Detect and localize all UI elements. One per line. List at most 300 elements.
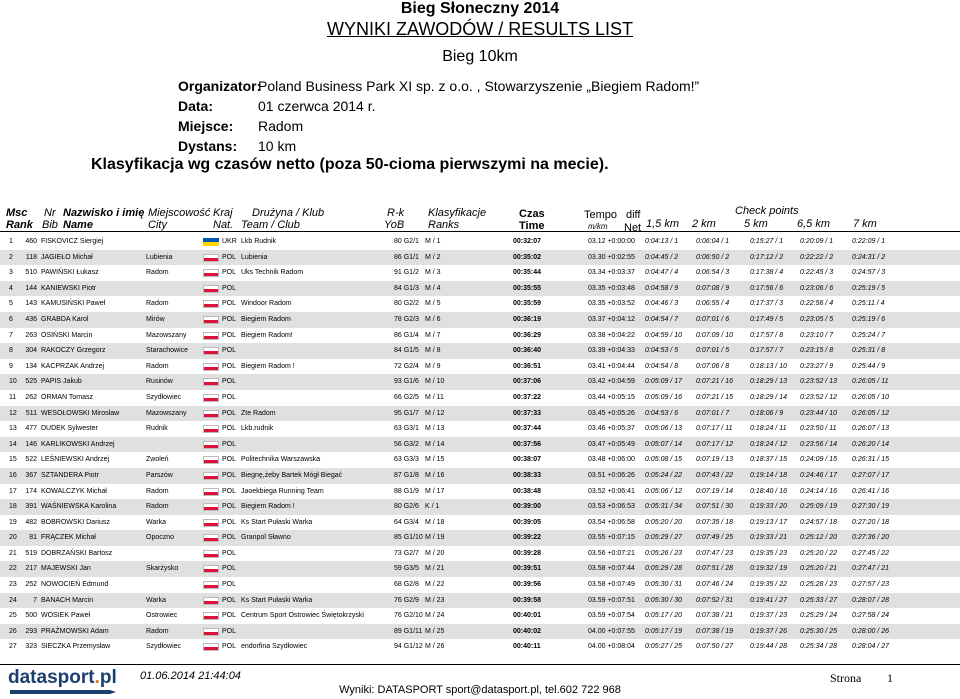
checkpoint-3-cell: 0:17:38 / 4 xyxy=(750,269,784,277)
ranks-cell: M / 6 xyxy=(425,315,441,323)
checkpoint-4-cell: 0:23:05 / 5 xyxy=(800,315,834,323)
flag-poland-icon xyxy=(203,347,219,355)
time-cell: 00:32:07 xyxy=(513,238,542,245)
checkpoint-3-cell: 0:19:37 / 26 xyxy=(750,627,787,635)
checkpoint-2-cell: 0:07:01 / 6 xyxy=(696,315,730,323)
nat-cell: POL xyxy=(222,549,237,557)
tempo-cell: 03.54 +0:06:58 xyxy=(588,518,635,526)
tempo-cell: 03.58 +0:07:44 xyxy=(588,565,635,573)
nat-cell: POL xyxy=(222,253,237,261)
page-label: Strona xyxy=(830,671,862,685)
checkpoint-3-cell: 0:15:27 / 1 xyxy=(750,238,784,245)
city-cell: Zwoleń xyxy=(146,456,169,464)
ranks-cell: M / 18 xyxy=(425,518,445,526)
checkpoint-3-cell: 0:18:37 / 15 xyxy=(750,456,787,464)
rank-cell: 19 xyxy=(9,518,17,526)
results-table xyxy=(0,234,960,655)
tempo-cell: 03.35 +0:03:48 xyxy=(588,284,635,292)
checkpoint-5-cell: 0:27:57 / 23 xyxy=(852,581,889,589)
tempo-cell: 03.47 +0:05:49 xyxy=(588,440,635,448)
checkpoint-4-cell: 0:25:30 / 25 xyxy=(800,627,837,635)
bib-cell: 118 xyxy=(25,253,37,261)
name-cell: DUDEK Sylwester xyxy=(41,425,98,433)
city-cell: Radom xyxy=(146,362,169,370)
nat-cell: POL xyxy=(222,269,237,277)
bib-cell: 217 xyxy=(25,565,37,573)
ranks-cell: M / 7 xyxy=(425,331,441,339)
checkpoint-4-cell: 0:24:14 / 16 xyxy=(800,487,837,495)
name-cell: KOWALCZYK Michał xyxy=(41,487,107,495)
bib-cell: 460 xyxy=(25,238,37,245)
header-ranks-en: Ranks xyxy=(428,219,460,231)
city-cell: Lubienia xyxy=(146,253,173,261)
name-cell: KACPRZAK Andrzej xyxy=(41,362,105,370)
rank-cell: 21 xyxy=(9,549,17,557)
checkpoint-4-cell: 0:24:57 / 18 xyxy=(800,518,837,526)
yob-cell: 87 G1/8 xyxy=(394,471,419,479)
ranks-cell: M / 23 xyxy=(425,596,445,604)
table-row xyxy=(0,343,960,359)
nat-cell: POL xyxy=(222,471,237,479)
city-cell: Szydłowiec xyxy=(146,393,182,401)
rank-cell: 9 xyxy=(9,362,13,370)
rank-cell: 18 xyxy=(9,503,17,511)
checkpoint-5-cell: 0:27:36 / 20 xyxy=(852,534,889,542)
table-row xyxy=(0,484,960,500)
flag-poland-icon xyxy=(203,378,219,386)
checkpoint-4-cell: 0:23:10 / 7 xyxy=(800,331,834,339)
bib-cell: 323 xyxy=(25,643,37,651)
table-row xyxy=(0,234,960,250)
checkpoint-3-cell: 0:18:24 / 11 xyxy=(750,425,787,433)
ranks-cell: M / 13 xyxy=(425,425,445,433)
checkpoint-5-cell: 0:26:07 / 13 xyxy=(852,425,889,433)
club-cell: Biegiem Radom xyxy=(241,315,291,323)
checkpoint-4-cell: 0:23:15 / 8 xyxy=(800,347,834,355)
checkpoint-4-cell: 0:24:09 / 15 xyxy=(800,456,837,464)
header-time-pl: Czas xyxy=(519,208,545,220)
name-cell: WAŚNIEWSKA Karolina xyxy=(41,503,117,511)
checkpoint-4-cell: 0:23:06 / 6 xyxy=(800,284,834,292)
checkpoint-3-cell: 0:18:06 / 9 xyxy=(750,409,784,417)
checkpoint-3-cell: 0:17:57 / 8 xyxy=(750,331,784,339)
header-tempo: Tempo xyxy=(584,209,618,221)
checkpoint-5-cell: 0:26:05 / 11 xyxy=(852,378,889,386)
checkpoint-1-cell: 0:04:53 / 6 xyxy=(645,409,679,417)
checkpoint-1-cell: 0:05:06 / 12 xyxy=(645,487,682,495)
checkpoint-3-cell: 0:18:29 / 14 xyxy=(750,393,787,401)
club-cell: Ks Start Pułaski Warka xyxy=(241,596,313,604)
checkpoint-3-cell: 0:19:13 / 17 xyxy=(750,518,787,526)
checkpoint-1-cell: 0:05:29 / 28 xyxy=(645,565,682,573)
flag-poland-icon xyxy=(203,612,219,620)
checkpoint-1-cell: 0:05:27 / 25 xyxy=(645,643,682,651)
city-cell: Radom xyxy=(146,487,169,495)
checkpoint-2-cell: 0:06:04 / 1 xyxy=(696,238,730,245)
name-cell: JAGIEŁO Michał xyxy=(41,253,93,261)
header-msc: Msc xyxy=(6,207,28,219)
club-cell: Lkb Rudnik xyxy=(241,238,277,245)
nat-cell: POL xyxy=(222,347,237,355)
checkpoint-1-cell: 0:05:09 / 17 xyxy=(645,378,682,386)
page-number: 1 xyxy=(887,671,893,685)
info-value: 10 km xyxy=(258,138,297,154)
header-divider xyxy=(0,231,960,232)
bib-cell: 262 xyxy=(25,393,37,401)
header-cp4: 6,5 km xyxy=(797,218,831,230)
nat-cell: POL xyxy=(222,393,237,401)
rank-cell: 2 xyxy=(9,253,13,261)
club-cell: Ks Start Pułaski Warka xyxy=(241,518,313,526)
header-club-en: Team / Club xyxy=(241,219,300,231)
ranks-cell: M / 21 xyxy=(425,565,445,573)
flag-poland-icon xyxy=(203,550,219,558)
info-place xyxy=(178,118,699,138)
yob-cell: 68 G2/8 xyxy=(394,581,419,589)
checkpoint-2-cell: 0:07:06 / 8 xyxy=(696,362,730,370)
nat-cell: POL xyxy=(222,331,237,339)
club-cell: Windoor Radom xyxy=(241,300,292,308)
yob-cell: 78 G2/3 xyxy=(394,315,419,323)
city-cell: Parszów xyxy=(146,471,173,479)
city-cell: Rudnik xyxy=(146,425,168,433)
table-row xyxy=(0,561,960,577)
bib-cell: 134 xyxy=(25,362,37,370)
checkpoint-4-cell: 0:25:34 / 28 xyxy=(800,643,837,651)
bib-cell: 252 xyxy=(25,581,37,589)
header-tempo-unit: m/km xyxy=(588,222,608,231)
checkpoint-3-cell: 0:19:37 / 23 xyxy=(750,612,787,620)
rank-cell: 8 xyxy=(9,347,13,355)
checkpoint-4-cell: 0:25:33 / 27 xyxy=(800,596,837,604)
info-key: Miejsce: xyxy=(178,118,234,134)
club-cell: Centrum Sport Ostrowiec Świętokrzyski xyxy=(241,612,364,620)
bib-cell: 391 xyxy=(25,503,37,511)
nat-cell: POL xyxy=(222,534,237,542)
ranks-cell: M / 10 xyxy=(425,378,445,386)
checkpoint-1-cell: 0:05:31 / 34 xyxy=(645,503,682,511)
tempo-cell: 03.55 +0:07:15 xyxy=(588,534,635,542)
time-cell: 00:40:11 xyxy=(513,643,541,651)
checkpoint-1-cell: 0:05:06 / 13 xyxy=(645,425,682,433)
bib-cell: 525 xyxy=(25,378,37,386)
tempo-cell: 03.59 +0:07:51 xyxy=(588,596,635,604)
footer-divider xyxy=(0,664,960,665)
checkpoint-2-cell: 0:07:52 / 31 xyxy=(696,596,733,604)
flag-poland-icon xyxy=(203,441,219,449)
name-cell: WOSIEK Paweł xyxy=(41,612,91,620)
checkpoint-2-cell: 0:06:55 / 4 xyxy=(696,300,730,308)
checkpoint-4-cell: 0:25:12 / 20 xyxy=(800,534,837,542)
checkpoint-3-cell: 0:17:56 / 6 xyxy=(750,284,784,292)
rank-cell: 7 xyxy=(9,331,13,339)
checkpoint-2-cell: 0:07:43 / 22 xyxy=(696,471,733,479)
tempo-cell: 03.12 +0:00:00 xyxy=(588,238,635,245)
flag-ukraine-icon xyxy=(203,238,219,246)
bib-cell: 174 xyxy=(25,487,37,495)
table-row xyxy=(0,296,960,312)
yob-cell: 73 G2/7 xyxy=(394,549,419,557)
time-cell: 00:36:40 xyxy=(513,347,542,355)
time-cell: 00:35:02 xyxy=(513,253,542,261)
time-cell: 00:39:58 xyxy=(513,596,542,604)
table-row xyxy=(0,593,960,609)
time-cell: 00:38:33 xyxy=(513,471,542,479)
checkpoint-1-cell: 0:05:26 / 23 xyxy=(645,549,682,557)
club-cell: Uks Technik Radom xyxy=(241,269,304,277)
time-cell: 00:35:55 xyxy=(513,284,542,292)
event-title: Bieg Słoneczny 2014 xyxy=(400,0,560,17)
club-cell: Zte Radom xyxy=(241,409,276,417)
name-cell: FISKOVICZ Siergiej xyxy=(41,238,104,245)
flag-poland-icon xyxy=(203,300,219,308)
name-cell: DOBRZAŃSKI Bartosz xyxy=(41,549,113,557)
header-cp5: 7 km xyxy=(853,218,877,230)
name-cell: SZTANDERA Piotr xyxy=(41,471,99,479)
info-key: Data: xyxy=(178,98,214,114)
checkpoint-3-cell: 0:19:33 / 20 xyxy=(750,503,787,511)
checkpoint-5-cell: 0:28:00 / 26 xyxy=(852,627,889,635)
header-yob: YoB xyxy=(384,219,405,231)
time-cell: 00:39:56 xyxy=(513,581,542,589)
flag-poland-icon xyxy=(203,394,219,402)
city-cell: Radom xyxy=(146,300,169,308)
table-row xyxy=(0,452,960,468)
tempo-cell: 03.45 +0:05:26 xyxy=(588,409,635,417)
yob-cell: 63 G3/3 xyxy=(394,456,419,464)
checkpoint-5-cell: 0:25:24 / 7 xyxy=(852,331,886,339)
tempo-cell: 03.56 +0:07:21 xyxy=(588,549,635,557)
flag-poland-icon xyxy=(203,285,219,293)
header-time-en: Time xyxy=(519,220,545,232)
checkpoint-4-cell: 0:23:52 / 13 xyxy=(800,378,837,386)
time-cell: 00:39:22 xyxy=(513,534,542,542)
nat-cell: POL xyxy=(222,643,237,651)
header-cp3: 5 km xyxy=(744,218,768,230)
checkpoint-1-cell: 0:05:30 / 31 xyxy=(645,581,682,589)
time-cell: 00:37:33 xyxy=(513,409,542,417)
nat-cell: POL xyxy=(222,487,237,495)
checkpoint-5-cell: 0:26:41 / 16 xyxy=(852,487,889,495)
tempo-cell: 03.51 +0:06:26 xyxy=(588,471,635,479)
name-cell: FRĄCZEK Michał xyxy=(41,534,96,542)
ranks-cell: M / 14 xyxy=(425,440,445,448)
rank-cell: 23 xyxy=(9,581,17,589)
tempo-cell: 03.48 +0:06:00 xyxy=(588,456,635,464)
checkpoint-1-cell: 0:05:20 / 20 xyxy=(645,518,682,526)
city-cell: Ostrowiec xyxy=(146,612,178,620)
flag-poland-icon xyxy=(203,269,219,277)
table-header xyxy=(0,205,960,234)
header-club-pl: Drużyna / Klub xyxy=(252,207,325,219)
nat-cell: POL xyxy=(222,518,237,526)
table-row xyxy=(0,608,960,624)
ranks-cell: M / 1 xyxy=(425,238,441,245)
bib-cell: 293 xyxy=(25,627,37,635)
checkpoint-1-cell: 0:05:09 / 16 xyxy=(645,393,682,401)
checkpoint-1-cell: 0:04:47 / 4 xyxy=(645,269,679,277)
checkpoint-2-cell: 0:07:47 / 23 xyxy=(696,549,733,557)
nat-cell: POL xyxy=(222,581,237,589)
city-cell: Warka xyxy=(146,596,166,604)
time-cell: 00:38:48 xyxy=(513,487,542,495)
city-cell: Warka xyxy=(146,518,166,526)
flag-poland-icon xyxy=(203,628,219,636)
nat-cell: POL xyxy=(222,378,237,386)
name-cell: BANACH Marcin xyxy=(41,596,94,604)
checkpoint-1-cell: 0:04:13 / 1 xyxy=(645,238,679,245)
yob-cell: 91 G1/2 xyxy=(394,269,419,277)
checkpoint-5-cell: 0:24:57 / 3 xyxy=(852,269,886,277)
table-row xyxy=(0,359,960,375)
time-cell: 00:39:05 xyxy=(513,518,542,526)
table-row xyxy=(0,530,960,546)
rank-cell: 1 xyxy=(9,238,13,245)
tempo-cell: 03.46 +0:05:37 xyxy=(588,425,635,433)
ranks-cell: K / 1 xyxy=(425,503,440,511)
tempo-cell: 03.35 +0:03:52 xyxy=(588,300,635,308)
club-cell: Jaoekbiega Running Team xyxy=(241,487,324,495)
club-cell: Granpol Sławno xyxy=(241,534,291,542)
info-value: 01 czerwca 2014 r. xyxy=(258,98,376,114)
checkpoint-2-cell: 0:07:21 / 15 xyxy=(696,393,733,401)
rank-cell: 27 xyxy=(9,643,17,651)
checkpoint-1-cell: 0:04:53 / 5 xyxy=(645,347,679,355)
nat-cell: POL xyxy=(222,440,237,448)
ranks-cell: M / 24 xyxy=(425,612,445,620)
checkpoint-4-cell: 0:22:45 / 3 xyxy=(800,269,834,277)
bib-cell: 510 xyxy=(25,269,37,277)
time-cell: 00:39:00 xyxy=(513,503,542,511)
flag-poland-icon xyxy=(203,254,219,262)
checkpoint-5-cell: 0:28:07 / 28 xyxy=(852,596,889,604)
nat-cell: UKR xyxy=(222,238,237,245)
checkpoint-5-cell: 0:26:05 / 10 xyxy=(852,393,889,401)
checkpoint-4-cell: 0:23:27 / 9 xyxy=(800,362,834,370)
nat-cell: POL xyxy=(222,284,237,292)
time-cell: 00:36:51 xyxy=(513,362,542,370)
checkpoint-5-cell: 0:28:04 / 27 xyxy=(852,643,889,651)
rank-cell: 20 xyxy=(9,534,17,542)
bib-cell: 511 xyxy=(25,409,37,417)
bib-cell: 7 xyxy=(33,596,37,604)
checkpoint-5-cell: 0:26:20 / 14 xyxy=(852,440,889,448)
bib-cell: 522 xyxy=(25,456,37,464)
checkpoint-4-cell: 0:25:28 / 23 xyxy=(800,581,837,589)
race-name: Bieg 10km xyxy=(442,48,518,65)
checkpoint-2-cell: 0:07:46 / 24 xyxy=(696,581,733,589)
checkpoint-3-cell: 0:18:13 / 10 xyxy=(750,362,787,370)
rank-cell: 5 xyxy=(9,300,13,308)
print-timestamp: 01.06.2014 21:44:04 xyxy=(140,670,241,682)
checkpoint-3-cell: 0:19:14 / 18 xyxy=(750,471,787,479)
flag-poland-icon xyxy=(203,581,219,589)
yob-cell: 80 G2/6 xyxy=(394,503,419,511)
ranks-cell: M / 16 xyxy=(425,471,445,479)
name-cell: ORMAN Tomasz xyxy=(41,393,93,401)
yob-cell: 59 G3/5 xyxy=(394,565,419,573)
header-nr: Nr xyxy=(44,207,56,219)
checkpoint-5-cell: 0:25:44 / 9 xyxy=(852,362,886,370)
checkpoint-1-cell: 0:04:59 / 10 xyxy=(645,331,682,339)
table-row xyxy=(0,265,960,281)
time-cell: 00:39:51 xyxy=(513,565,542,573)
flag-poland-icon xyxy=(203,519,219,527)
city-cell: Szydłowiec xyxy=(146,643,182,651)
nat-cell: POL xyxy=(222,362,237,370)
name-cell: KANIEWSKI Piotr xyxy=(41,284,97,292)
nat-cell: POL xyxy=(222,565,237,573)
tempo-cell: 03.39 +0:04:33 xyxy=(588,347,635,355)
bib-cell: 482 xyxy=(25,518,37,526)
time-cell: 00:37:44 xyxy=(513,425,542,433)
name-cell: PAPIS Jakub xyxy=(41,378,82,386)
checkpoint-1-cell: 0:04:54 / 8 xyxy=(645,362,679,370)
name-cell: PAWIŃSKI Łukasz xyxy=(41,269,99,277)
city-cell: Mirów xyxy=(146,315,165,323)
city-cell: Mazowszany xyxy=(146,331,187,339)
name-cell: PRAŻMOWSKI Adam xyxy=(41,627,109,635)
city-cell: Opoczno xyxy=(146,534,175,542)
checkpoint-3-cell: 0:19:41 / 27 xyxy=(750,596,787,604)
header-name-en: Name xyxy=(63,219,93,231)
table-row xyxy=(0,312,960,328)
ranks-cell: M / 22 xyxy=(425,581,445,589)
tempo-cell: 04.00 +0:08:04 xyxy=(588,643,635,651)
ranks-cell: M / 19 xyxy=(425,534,445,542)
checkpoint-3-cell: 0:18:29 / 13 xyxy=(750,378,787,386)
checkpoint-4-cell: 0:25:09 / 19 xyxy=(800,503,837,511)
time-cell: 00:35:59 xyxy=(513,300,542,308)
bib-cell: 81 xyxy=(29,534,37,542)
info-value: Poland Business Park XI sp. z o.o. , Stowarzyszenie „Biegiem Radom!” xyxy=(258,78,700,94)
yob-cell: 76 G2/9 xyxy=(394,596,419,604)
checkpoint-4-cell: 0:24:46 / 17 xyxy=(800,471,837,479)
yob-cell: 80 G2/1 xyxy=(394,238,419,245)
checkpoint-2-cell: 0:07:38 / 19 xyxy=(696,627,733,635)
bib-cell: 146 xyxy=(25,440,37,448)
table-row xyxy=(0,468,960,484)
club-cell: Politechnika Warszawska xyxy=(241,456,321,464)
name-cell: RAKOCZY Grzegorz xyxy=(41,347,106,355)
bib-cell: 144 xyxy=(25,284,37,292)
tempo-cell: 04.00 +0:07:55 xyxy=(588,627,635,635)
yob-cell: 84 G1/5 xyxy=(394,347,419,355)
ranks-cell: M / 9 xyxy=(425,362,441,370)
rank-cell: 14 xyxy=(9,440,17,448)
checkpoint-3-cell: 0:17:37 / 3 xyxy=(750,300,784,308)
checkpoint-2-cell: 0:07:17 / 11 xyxy=(696,425,733,433)
city-cell: Starachowice xyxy=(146,347,189,355)
header-city-en: City xyxy=(148,219,167,231)
checkpoint-2-cell: 0:07:51 / 30 xyxy=(696,503,733,511)
tempo-cell: 03.30 +0:02:55 xyxy=(588,253,635,261)
table-row xyxy=(0,421,960,437)
table-row xyxy=(0,250,960,266)
time-cell: 00:35:44 xyxy=(513,269,542,277)
yob-cell: 64 G3/4 xyxy=(394,518,419,526)
table-row xyxy=(0,406,960,422)
header-nat-pl: Kraj xyxy=(213,207,233,219)
info-distance xyxy=(178,138,699,158)
flag-poland-icon xyxy=(203,643,219,651)
checkpoint-1-cell: 0:05:24 / 22 xyxy=(645,471,682,479)
checkpoint-2-cell: 0:07:17 / 12 xyxy=(696,440,733,448)
name-cell: NOWOCIEŃ Edmund xyxy=(41,581,109,589)
checkpoint-3-cell: 0:17:57 / 7 xyxy=(750,347,784,355)
checkpoint-2-cell: 0:07:09 / 10 xyxy=(696,331,733,339)
results-contact: Wyniki: DATASPORT sport@datasport.pl, tel.602 722 968 xyxy=(339,684,621,696)
